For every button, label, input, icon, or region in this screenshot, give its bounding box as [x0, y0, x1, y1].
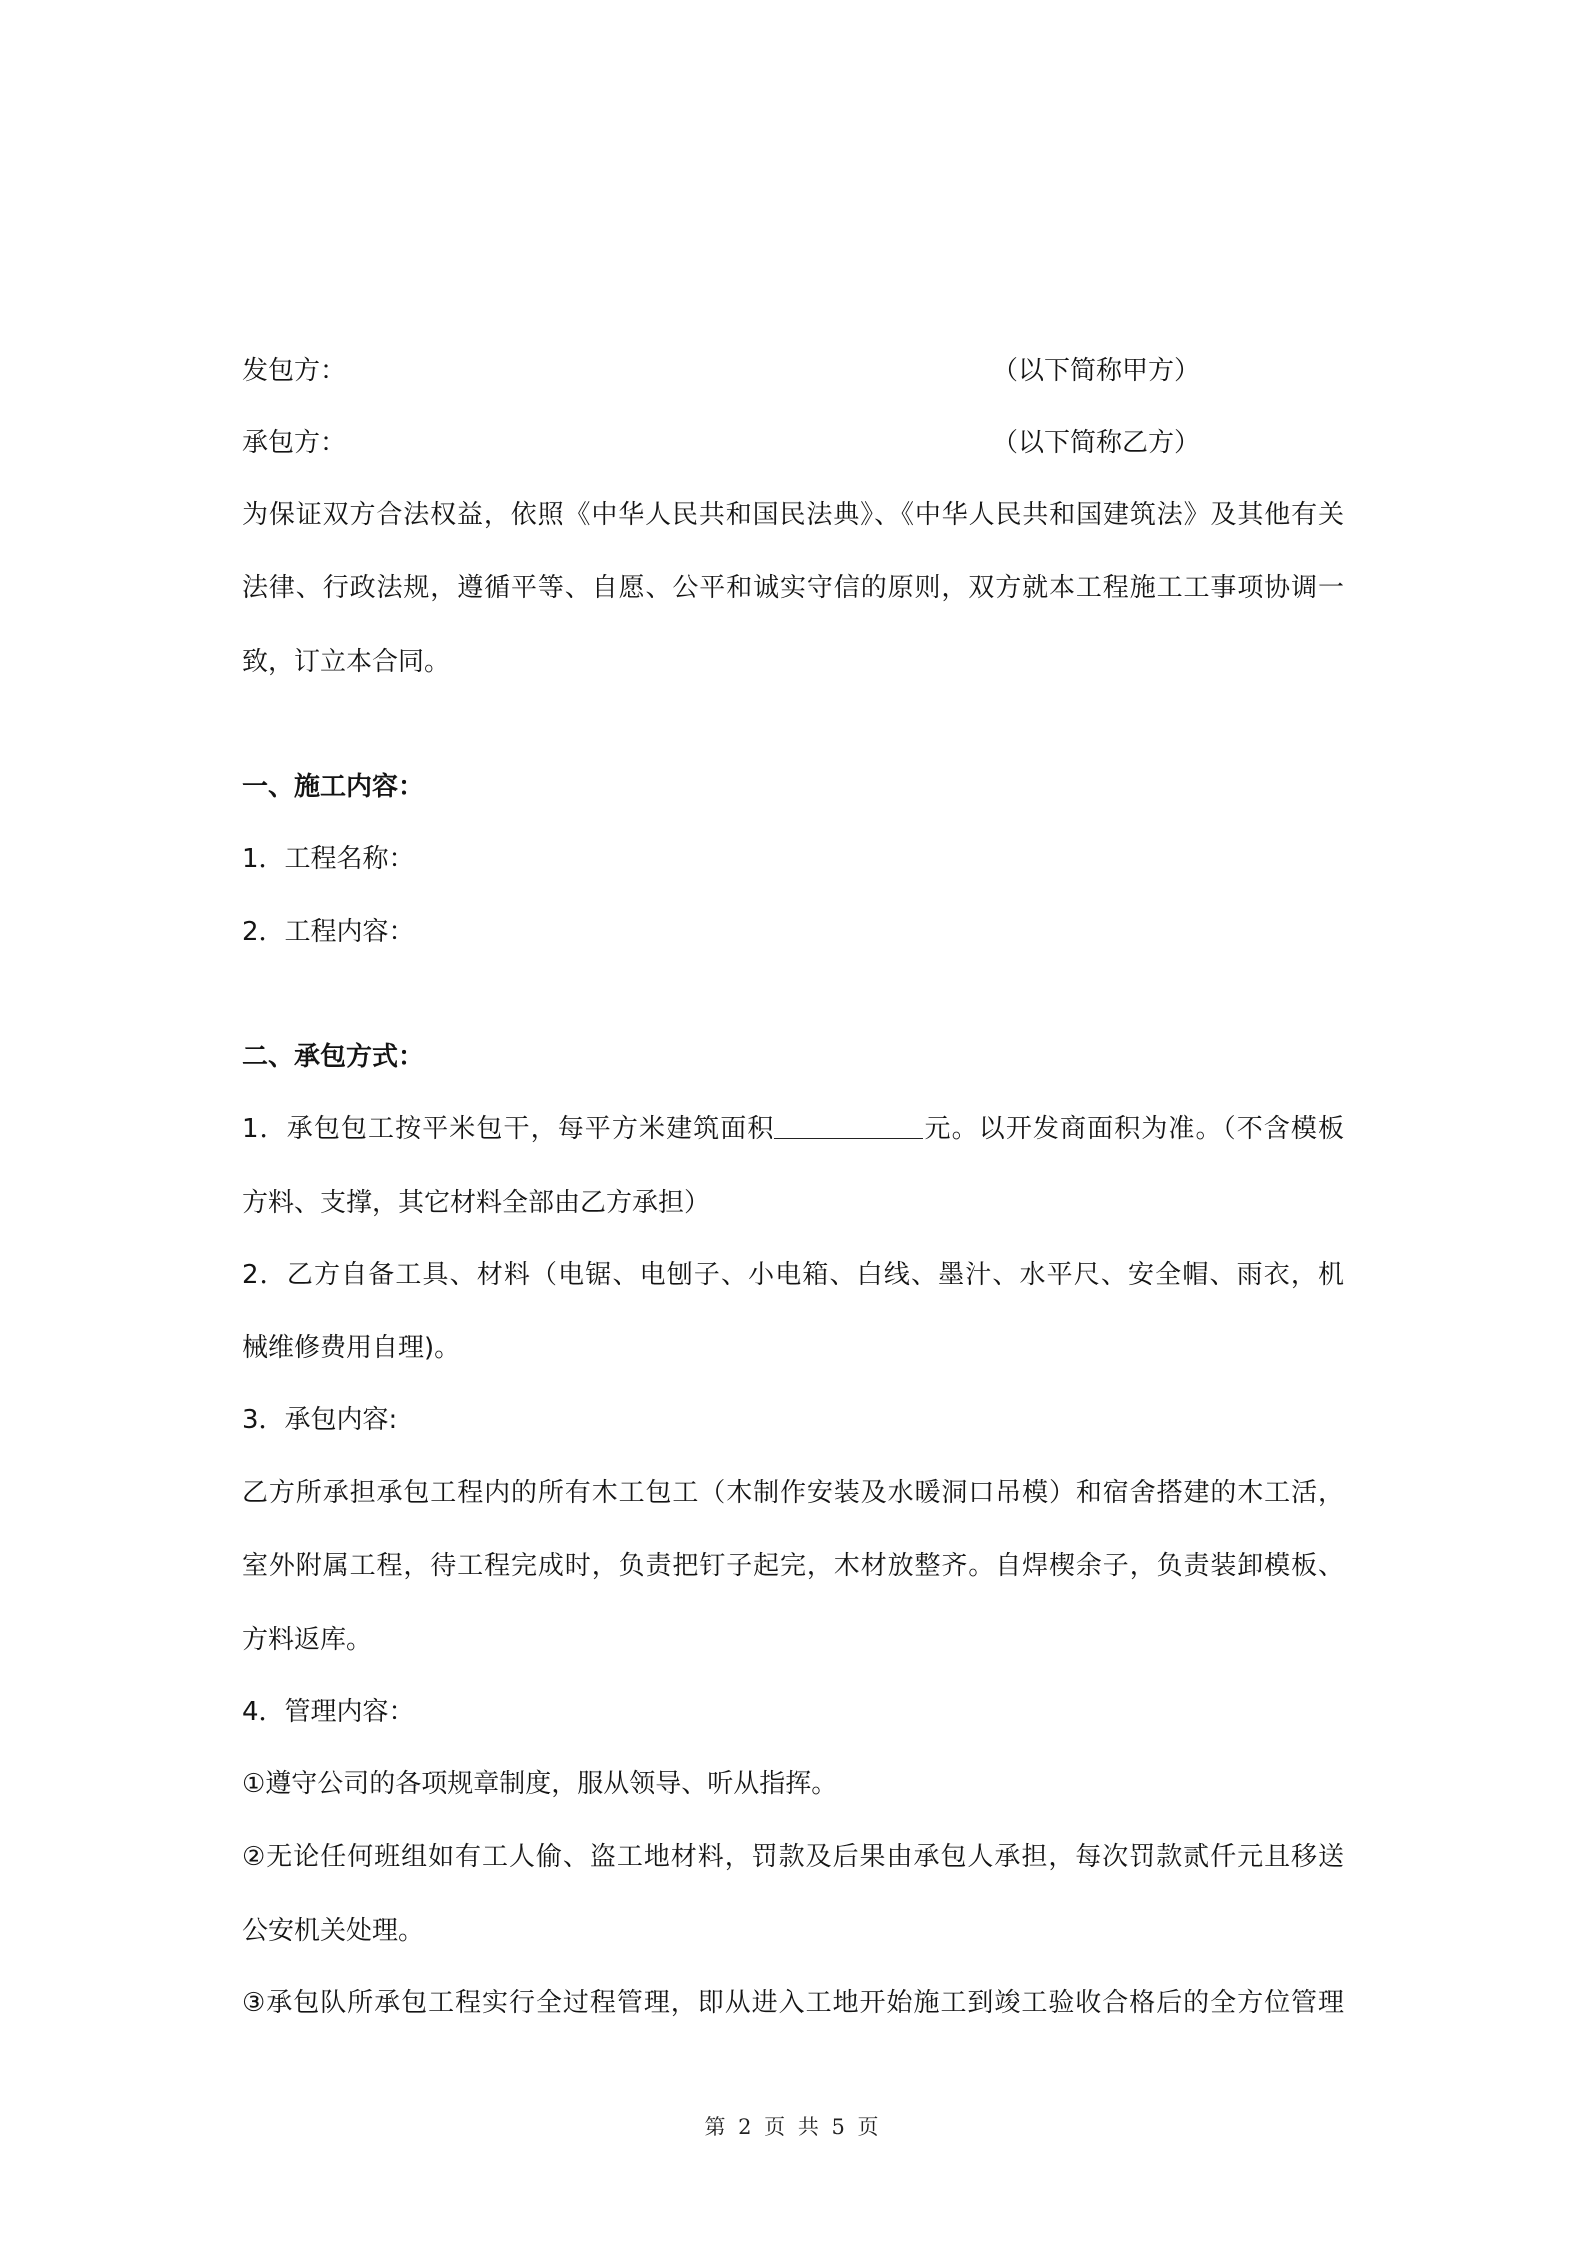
- management-rule-2-continuation: 公安机关处理。: [242, 1916, 425, 1946]
- management-rule-1: ①遵守公司的各项规章制度，服从领导、听从指挥。: [242, 1769, 838, 1799]
- item-1-text-after-blank: 元。以开发商面积为准。（不含模板: [923, 1114, 1344, 1144]
- contract-item-3-line: 室外附属工程，待工程完成时，负责把钉子起完，木材放整齐。自焊楔余子，负责装卸模板、: [242, 1551, 1344, 1581]
- contract-item-3-line: 方料返库。: [242, 1625, 373, 1655]
- project-name-line: 1．工程名称：: [242, 844, 415, 874]
- contract-item-3-line: 乙方所承担承包工程内的所有木工包工（木制作安装及水暖洞口吊模）和宿舍搭建的木工活，: [242, 1478, 1344, 1508]
- contract-item-4-title: 4．管理内容：: [242, 1697, 415, 1727]
- contract-item-2-line: 2．乙方自备工具、材料（电锯、电刨子、小电箱、白线、墨汁、水平尺、安全帽、雨衣，机: [242, 1260, 1344, 1290]
- section-2-heading: 二、承包方式：: [242, 1042, 425, 1072]
- contractor-note: （以下简称乙方）: [992, 428, 1201, 458]
- page-number-footer: 第 2 页 共 5 页: [704, 2115, 882, 2139]
- preamble-line: 为保证双方合法权益，依照《中华人民共和国民法典》、《中华人民共和国建筑法》及其他有关: [242, 500, 1344, 530]
- preamble-line: 致，订立本合同。: [242, 647, 451, 677]
- issuer-note: （以下简称甲方）: [992, 356, 1201, 386]
- management-rule-2: ②无论任何班组如有工人偷、盗工地材料，罚款及后果由承包人承担，每次罚款贰仟元且移送: [242, 1842, 1344, 1872]
- preamble-line: 法律、行政法规，遵循平等、自愿、公平和诚实守信的原则，双方就本工程施工工事项协调一: [242, 573, 1344, 603]
- section-1-heading: 一、施工内容：: [242, 772, 425, 802]
- item-1-text-before-blank: 1．承包包工按平米包干，每平方米建筑面积: [242, 1114, 775, 1144]
- area-price-blank: [774, 1110, 923, 1139]
- contract-item-1-continuation: 方料、支撑，其它材料全部由乙方承担）: [242, 1188, 711, 1218]
- contract-item-3-title: 3．承包内容:: [242, 1405, 398, 1435]
- contract-item-1-line: [242, 1109, 1344, 1149]
- contract-item-2-line: 械维修费用自理)。: [242, 1333, 461, 1363]
- project-content-line: 2．工程内容：: [242, 917, 415, 947]
- management-rule-3: ③承包队所承包工程实行全过程管理，即从进入工地开始施工到竣工验收合格后的全方位管理: [242, 1988, 1344, 2018]
- contractor-label: 承包方：: [242, 428, 347, 458]
- issuer-label: 发包方：: [242, 356, 347, 386]
